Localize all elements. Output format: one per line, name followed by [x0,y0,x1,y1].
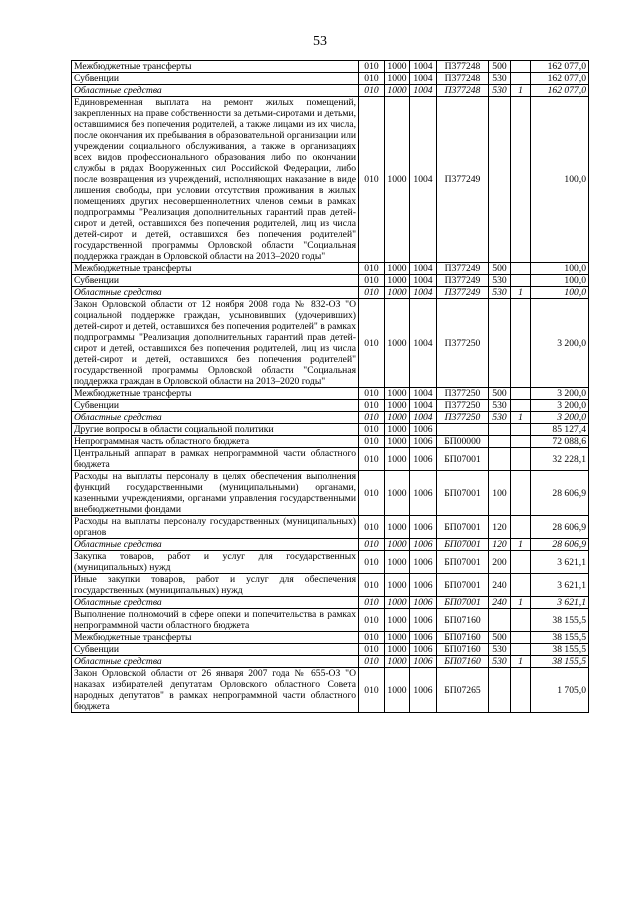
cell-section-code: 1000 [385,263,410,275]
cell-section-code: 1000 [385,97,410,263]
cell-amount: 32 228,1 [531,448,589,471]
cell-ministry-code: 010 [359,632,385,644]
table-row [72,471,589,516]
table-body [72,61,589,713]
cell-expense-type: 530 [489,85,511,97]
cell-funding-source [511,668,531,713]
cell-section-code: 1000 [385,388,410,400]
cell-name: Областные средства [72,412,359,424]
cell-target-article: П377248 [437,73,489,85]
cell-funding-source: 1 [511,597,531,609]
cell-funding-source: 1 [511,656,531,668]
table-row [72,299,589,388]
cell-funding-source [511,263,531,275]
cell-ministry-code: 010 [359,275,385,287]
cell-ministry-code: 010 [359,668,385,713]
cell-funding-source [511,388,531,400]
table-row [72,448,589,471]
cell-subsection-code: 1006 [410,448,437,471]
cell-name: Межбюджетные трансферты [72,388,359,400]
cell-section-code: 1000 [385,275,410,287]
cell-subsection-code: 1006 [410,539,437,551]
table-row [72,539,589,551]
table-row [72,73,589,85]
cell-expense-type: 530 [489,73,511,85]
cell-ministry-code: 010 [359,516,385,539]
cell-amount: 3 200,0 [531,400,589,412]
cell-name: Межбюджетные трансферты [72,632,359,644]
table-row [72,609,589,632]
cell-amount: 162 077,0 [531,73,589,85]
cell-subsection-code: 1004 [410,275,437,287]
cell-name: Межбюджетные трансферты [72,61,359,73]
cell-funding-source [511,73,531,85]
cell-target-article: П377250 [437,299,489,388]
cell-target-article: БП07160 [437,644,489,656]
cell-subsection-code: 1006 [410,668,437,713]
cell-funding-source [511,448,531,471]
cell-name: Областные средства [72,85,359,97]
cell-name: Областные средства [72,597,359,609]
cell-expense-type: 530 [489,656,511,668]
cell-target-article: П377248 [437,85,489,97]
cell-subsection-code: 1004 [410,412,437,424]
cell-section-code: 1000 [385,448,410,471]
cell-name: Непрограммная часть областного бюджета [72,436,359,448]
cell-target-article: БП07160 [437,656,489,668]
cell-name: Закон Орловской области от 26 января 2007 года № 655-ОЗ "О наказах избирателей депутатам Орловского областного Совета народных депутатов" в рамках непрограммной части областного бюджета [72,668,359,713]
cell-ministry-code: 010 [359,73,385,85]
cell-amount: 85 127,4 [531,424,589,436]
cell-expense-type: 500 [489,632,511,644]
cell-amount: 28 606,9 [531,539,589,551]
cell-expense-type: 500 [489,388,511,400]
cell-subsection-code: 1006 [410,424,437,436]
cell-expense-type: 500 [489,263,511,275]
cell-expense-type [489,424,511,436]
table-row [72,388,589,400]
cell-section-code: 1000 [385,644,410,656]
table-row [72,632,589,644]
cell-target-article: БП07265 [437,668,489,713]
cell-amount: 162 077,0 [531,61,589,73]
cell-amount: 100,0 [531,275,589,287]
cell-target-article: БП00000 [437,436,489,448]
cell-expense-type: 120 [489,516,511,539]
cell-target-article: П377249 [437,287,489,299]
cell-amount: 3 200,0 [531,388,589,400]
table-row [72,412,589,424]
cell-target-article: П377250 [437,412,489,424]
table-row [72,644,589,656]
cell-name: Расходы на выплаты персоналу в целях обеспечения выполнения функций государственными (муниципальными) органами, казенными учреждениями, органами управления государственными внебюджетными фондами [72,471,359,516]
cell-funding-source [511,424,531,436]
cell-section-code: 1000 [385,85,410,97]
cell-funding-source [511,516,531,539]
cell-ministry-code: 010 [359,97,385,263]
cell-ministry-code: 010 [359,539,385,551]
cell-expense-type [489,609,511,632]
cell-subsection-code: 1004 [410,73,437,85]
cell-section-code: 1000 [385,656,410,668]
cell-name: Расходы на выплаты персоналу государственных (муниципальных) органов [72,516,359,539]
cell-ministry-code: 010 [359,85,385,97]
table-row [72,61,589,73]
cell-amount: 38 155,5 [531,656,589,668]
cell-section-code: 1000 [385,412,410,424]
cell-expense-type [489,97,511,263]
cell-ministry-code: 010 [359,299,385,388]
cell-expense-type: 240 [489,597,511,609]
cell-amount: 38 155,5 [531,609,589,632]
cell-ministry-code: 010 [359,644,385,656]
cell-expense-type: 240 [489,574,511,597]
cell-amount: 3 200,0 [531,412,589,424]
cell-ministry-code: 010 [359,263,385,275]
cell-expense-type: 500 [489,61,511,73]
cell-funding-source [511,299,531,388]
cell-funding-source: 1 [511,412,531,424]
cell-ministry-code: 010 [359,61,385,73]
cell-target-article: П377250 [437,400,489,412]
cell-amount: 38 155,5 [531,644,589,656]
cell-subsection-code: 1006 [410,574,437,597]
cell-name: Областные средства [72,539,359,551]
cell-expense-type: 100 [489,471,511,516]
cell-section-code: 1000 [385,539,410,551]
budget-table [71,60,589,713]
cell-name: Единовременная выплата на ремонт жилых помещений, закрепленных на праве собственности за детьми-сиротами и детьми, оставшимися без попечения родителей, а также лицами из их числа, после окончания их пребывания в образовательной организации или учреждении социального обслуживания, а также в организациях всех видов профессионального образования либо по окончании службы в рядах Вооруженных сил Российской Федерации, либо после возвращения из учреждений, исполняющих наказание в виде лишения свободы, при условии отсутствия проживания в жилых помещениях других несовершеннолетних членов семьи в рамках подпрограммы "Реализация дополнительных гарантий прав детей-сирот и детей, оставшихся без попечения родителей, лиц из числа детей-сирот и детей, оставшихся без попечения родителей" государственной программы Орловской области "Социальная поддержка граждан в Орловской области на 2013–2020 годы" [72,97,359,263]
cell-section-code: 1000 [385,632,410,644]
cell-subsection-code: 1004 [410,400,437,412]
cell-amount: 72 088,6 [531,436,589,448]
cell-expense-type [489,448,511,471]
cell-section-code: 1000 [385,609,410,632]
cell-ministry-code: 010 [359,656,385,668]
cell-ministry-code: 010 [359,388,385,400]
cell-amount: 100,0 [531,287,589,299]
cell-expense-type: 530 [489,400,511,412]
cell-ministry-code: 010 [359,287,385,299]
cell-name: Областные средства [72,287,359,299]
cell-funding-source [511,609,531,632]
cell-target-article: П377249 [437,263,489,275]
cell-ministry-code: 010 [359,574,385,597]
cell-ministry-code: 010 [359,400,385,412]
cell-ministry-code: 010 [359,436,385,448]
cell-funding-source [511,471,531,516]
cell-expense-type: 120 [489,539,511,551]
cell-target-article: БП07160 [437,632,489,644]
table-row [72,436,589,448]
cell-subsection-code: 1006 [410,656,437,668]
cell-funding-source [511,275,531,287]
cell-name: Межбюджетные трансферты [72,263,359,275]
cell-name: Выполнение полномочий в сфере опеки и попечительства в рамках непрограммной части областного бюджета [72,609,359,632]
cell-name: Другие вопросы в области социальной политики [72,424,359,436]
cell-subsection-code: 1004 [410,263,437,275]
cell-section-code: 1000 [385,471,410,516]
cell-section-code: 1000 [385,299,410,388]
cell-name: Областные средства [72,656,359,668]
table-row [72,400,589,412]
cell-amount: 1 705,0 [531,668,589,713]
cell-amount: 3 621,1 [531,551,589,574]
cell-ministry-code: 010 [359,424,385,436]
cell-section-code: 1000 [385,516,410,539]
cell-expense-type: 530 [489,412,511,424]
cell-subsection-code: 1004 [410,85,437,97]
cell-name: Иные закупки товаров, работ и услуг для обеспечения государственных (муниципальных) нужд [72,574,359,597]
cell-target-article: БП07001 [437,471,489,516]
table-row [72,516,589,539]
cell-target-article: П377249 [437,275,489,287]
table-row [72,275,589,287]
cell-section-code: 1000 [385,668,410,713]
table-row [72,287,589,299]
cell-target-article: П377249 [437,97,489,263]
cell-name: Закупка товаров, работ и услуг для государственных (муниципальных) нужд [72,551,359,574]
cell-ministry-code: 010 [359,597,385,609]
table-row [72,668,589,713]
cell-section-code: 1000 [385,424,410,436]
cell-funding-source [511,574,531,597]
cell-expense-type [489,668,511,713]
cell-name: Субвенции [72,73,359,85]
cell-funding-source [511,97,531,263]
cell-expense-type: 530 [489,287,511,299]
cell-expense-type: 530 [489,644,511,656]
cell-target-article [437,424,489,436]
cell-section-code: 1000 [385,597,410,609]
cell-amount: 3 621,1 [531,574,589,597]
table-row [72,85,589,97]
cell-name: Субвенции [72,644,359,656]
cell-amount: 28 606,9 [531,516,589,539]
cell-amount: 3 200,0 [531,299,589,388]
cell-subsection-code: 1006 [410,644,437,656]
cell-expense-type: 530 [489,275,511,287]
cell-funding-source [511,551,531,574]
cell-section-code: 1000 [385,61,410,73]
cell-section-code: 1000 [385,287,410,299]
cell-amount: 3 621,1 [531,597,589,609]
cell-subsection-code: 1006 [410,597,437,609]
cell-section-code: 1000 [385,551,410,574]
cell-subsection-code: 1006 [410,632,437,644]
cell-subsection-code: 1006 [410,516,437,539]
cell-subsection-code: 1006 [410,609,437,632]
cell-target-article: БП07001 [437,448,489,471]
cell-target-article: БП07001 [437,597,489,609]
table-row [72,263,589,275]
cell-section-code: 1000 [385,574,410,597]
cell-name: Центральный аппарат в рамках непрограммной части областного бюджета [72,448,359,471]
table-row [72,656,589,668]
cell-subsection-code: 1006 [410,436,437,448]
cell-funding-source [511,436,531,448]
cell-expense-type [489,436,511,448]
cell-amount: 100,0 [531,97,589,263]
cell-section-code: 1000 [385,400,410,412]
cell-target-article: БП07160 [437,609,489,632]
cell-section-code: 1000 [385,73,410,85]
cell-subsection-code: 1004 [410,388,437,400]
cell-subsection-code: 1004 [410,61,437,73]
cell-funding-source: 1 [511,287,531,299]
cell-subsection-code: 1006 [410,551,437,574]
page-number: 53 [313,34,327,49]
cell-ministry-code: 010 [359,448,385,471]
cell-target-article: П377250 [437,388,489,400]
cell-subsection-code: 1004 [410,287,437,299]
cell-amount: 28 606,9 [531,471,589,516]
cell-target-article: БП07001 [437,551,489,574]
cell-ministry-code: 010 [359,471,385,516]
cell-funding-source: 1 [511,85,531,97]
cell-section-code: 1000 [385,436,410,448]
cell-subsection-code: 1006 [410,471,437,516]
table-row [72,597,589,609]
cell-name: Субвенции [72,275,359,287]
cell-expense-type [489,299,511,388]
table-row [72,551,589,574]
cell-funding-source: 1 [511,539,531,551]
cell-target-article: П377248 [437,61,489,73]
cell-ministry-code: 010 [359,412,385,424]
cell-ministry-code: 010 [359,551,385,574]
cell-funding-source [511,400,531,412]
cell-funding-source [511,632,531,644]
cell-amount: 100,0 [531,263,589,275]
cell-target-article: БП07001 [437,574,489,597]
cell-subsection-code: 1004 [410,299,437,388]
table-row [72,424,589,436]
cell-amount: 38 155,5 [531,632,589,644]
cell-name: Закон Орловской области от 12 ноября 2008 года № 832-ОЗ "О социальной поддержке граждан, усыновивших (удочеривших) детей-сирот и детей, оставшихся без попечения родителей" в рамках подпрограммы "Реализация дополнительных гарантий прав детей-сирот и детей, оставшихся без попечения родителей, лиц из числа детей-сирот и детей, оставшихся без попечения родителей" государственной программы Орловской области "Социальная поддержка граждан в Орловской области на 2013–2020 годы" [72,299,359,388]
cell-funding-source [511,61,531,73]
cell-target-article: БП07001 [437,516,489,539]
cell-amount: 162 077,0 [531,85,589,97]
cell-target-article: БП07001 [437,539,489,551]
cell-ministry-code: 010 [359,609,385,632]
table-row [72,574,589,597]
cell-expense-type: 200 [489,551,511,574]
cell-name: Субвенции [72,400,359,412]
cell-subsection-code: 1004 [410,97,437,263]
cell-funding-source [511,644,531,656]
table-row [72,97,589,263]
